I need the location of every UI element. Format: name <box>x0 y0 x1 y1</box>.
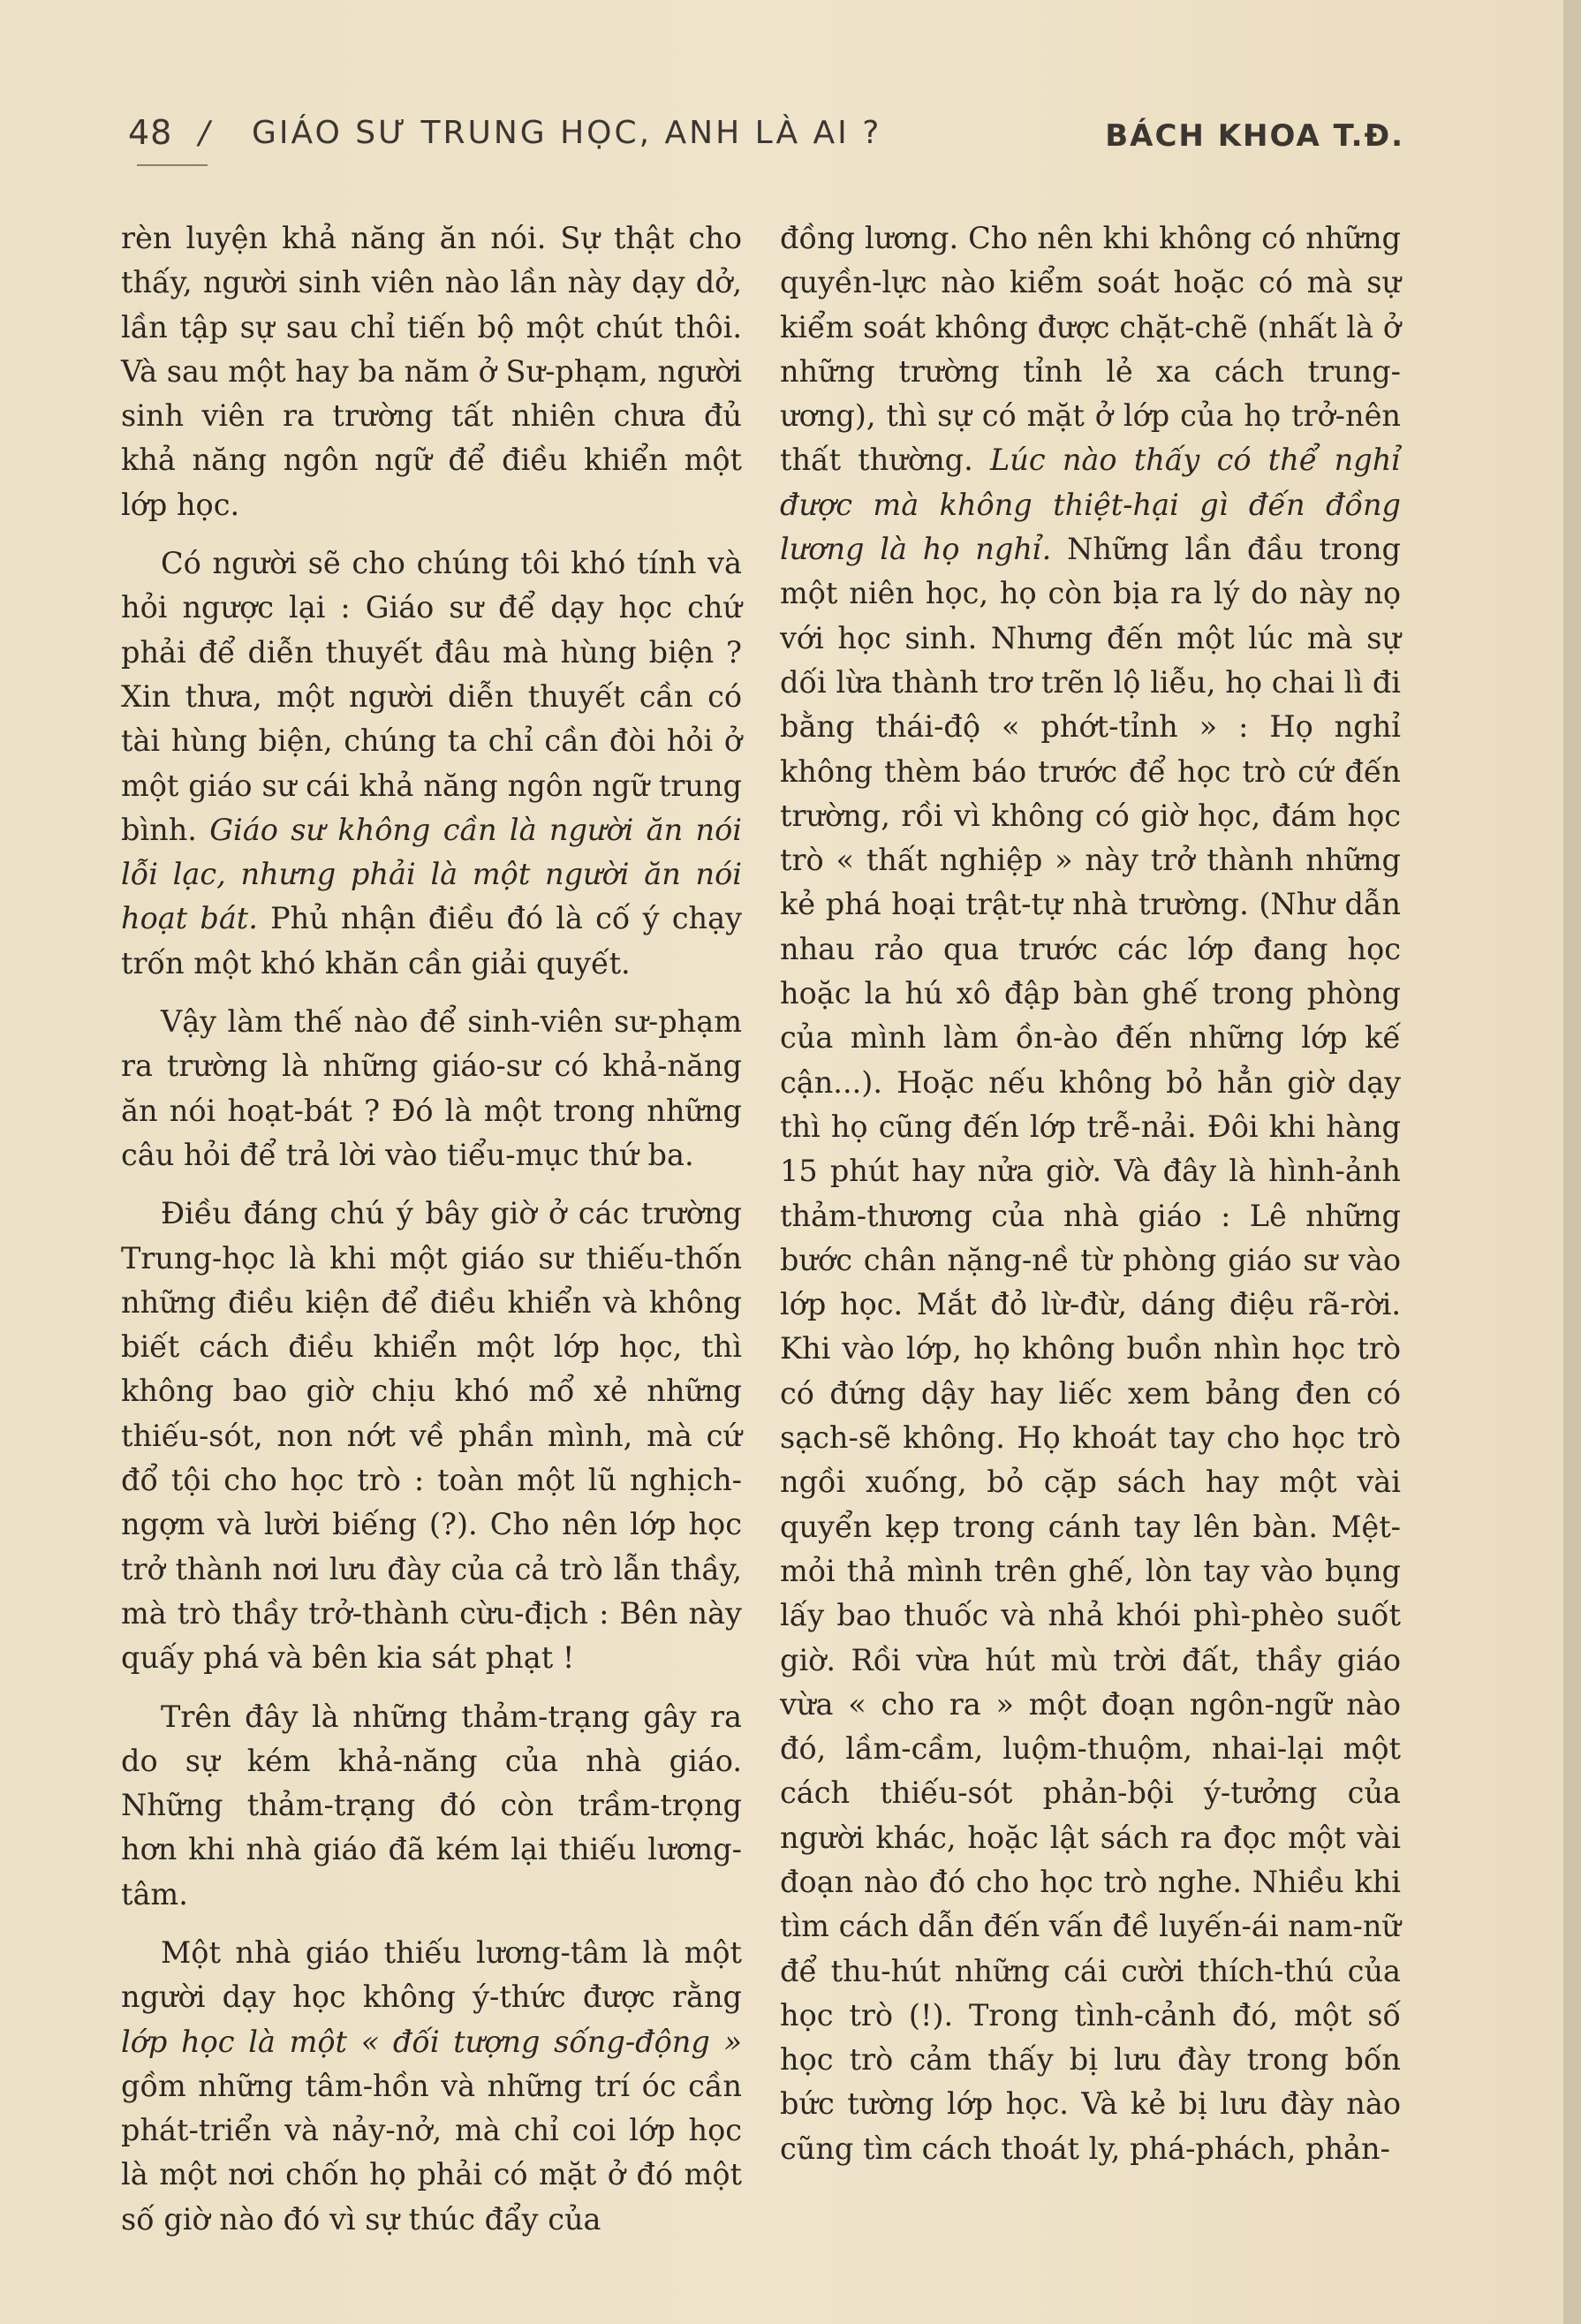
paragraph: rèn luyện khả năng ăn nói. Sự thật cho thấy, người sinh viên nào lần này dạy dở, lần tập sự sau chỉ tiến bộ một chút thôi. Và sau một hay ba năm ở Sư-phạm, người sinh viên ra trường tất nhiên chưa đủ khả năng ngôn ngữ để điều khiển một lớp học. <box>121 221 742 522</box>
paragraph <box>121 1931 742 2242</box>
italic-text: Lúc nào thấy có thể nghỉ được mà không thiệt-hại gì đến đồng lương là họ nghỉ. <box>780 443 1401 567</box>
page-edge <box>1563 0 1581 2324</box>
paragraph <box>780 216 1401 2171</box>
text-run: đồng lương. Cho nên khi không có những quyền-lực nào kiểm soát hoặc có mà sự kiểm soát không được chặt-chẽ (nhất là ở những trường tỉnh lẻ xa cách trung-ương), thì sự có mặt ở lớp của họ trở-nên thất thường. <box>780 221 1401 478</box>
series-name: BÁCH KHOA T.Đ. <box>1105 118 1404 154</box>
page-number: 48 <box>128 113 173 152</box>
text-run: Những lần đầu trong một niên học, họ còn bịa ra lý do này nọ với học sinh. Nhưng đến một lúc mà sự dối lừa thành trơ trẽn lộ liễu, họ chai lì đi bằng thái-độ « phớt-tỉnh » : Họ nghỉ không thèm báo trước để học trò cứ đến trường, rồi vì không có giờ học, đám học trò « thất nghiệp » này trở thành những kẻ phá hoại trật-tự nhà trường. (Như dẫn nhau rảo qua trước các lớp đang học hoặc la hú xô đập bàn ghế trong phòng của mình làm ồn-ào đến những lớp kế cận...). Hoặc nếu không bỏ hẳn giờ dạy thì họ cũng đến lớp trễ-nải. Đôi khi hàng 15 phút hay nửa giờ. Và đây là hình-ảnh thảm-thương của nhà giáo : Lê những bước chân nặng-nề từ phòng giáo sư vào lớp học. Mắt đỏ lừ-đừ, dáng điệu rã-rời. Khi vào lớp, họ không buồn nhìn học trò có đứng dậy hay liếc xem bảng đen có sạch-sẽ không. Họ khoát tay cho học trò ngồi xuống, bỏ cặp sách hay một vài quyển kẹp trong cánh tay lên bàn. Mệt-mỏi thả mình trên ghế, lòn tay vào bụng lấy bao thuốc và nhả khói phì-phèo suốt giờ. Rồi vừa hút mù trời đất, thầy giáo vừa « cho ra » một đoạn ngôn-ngữ nào đó, lầm-cầm, luộm-thuộm, nhai-lại một cách thiếu-sót phản-bội ý-tưởng của người khác, hoặc lật sách ra đọc một vài đoạn nào đó cho học trò nghe. Nhiều khi tìm cách dẫn đến vấn đề luyến-ái nam-nữ để thu-hút những cái cười thích-thú của học trò (!). Trong tình-cảnh đó, một số học trò cảm thấy bị lưu đày trong bốn bức tường lớp học. Và kẻ bị lưu đày nào cũng tìm cách thoát ly, phá-phách, phản- <box>780 532 1402 2166</box>
paragraph <box>121 541 742 986</box>
header-separator: / <box>199 115 210 151</box>
header-rule <box>137 164 208 166</box>
text-run: Phủ nhận điều đó là cố ý chạy trốn một khó khăn cần giải quyết. <box>121 901 742 980</box>
paragraph: Trên đây là những thảm-trạng gây ra do sự kém khả-năng của nhà giáo. Những thảm-trạng đó còn trầm-trọng hơn khi nhà giáo đã kém lại thiếu lương-tâm. <box>121 1699 742 1911</box>
right-column <box>780 216 1401 2171</box>
running-title: GIÁO SƯ TRUNG HỌC, ANH LÀ AI ? <box>252 115 882 151</box>
paragraph: Vậy làm thế nào để sinh-viên sư-phạm ra trường là những giáo-sư có khả-năng ăn nói hoạt-bát ? Đó là một trong những câu hỏi để trả lời vào tiểu-mục thứ ba. <box>121 1004 742 1172</box>
text-run: Có người sẽ cho chúng tôi khó tính và hỏi ngược lại : Giáo sư để dạy học chứ phải để diễn thuyết đâu mà hùng biện ? Xin thưa, một người diễn thuyết cần có tài hùng biện, chúng ta chỉ cần đòi hỏi ở một giáo sư cái khả năng ngôn ngữ trung bình. <box>121 546 742 847</box>
italic-text: Giáo sư không cần là người ăn nói lỗi lạc, nhưng phải là một người ăn nói hoạt bát. <box>121 812 742 936</box>
left-column <box>121 216 742 2242</box>
text-run: gồm những tâm-hồn và những trí óc cần phát-triển và nảy-nở, mà chỉ coi lớp học là một nơi chốn họ phải có mặt ở đó một số giờ nào đó vì sự thúc đẩy của <box>121 2068 742 2237</box>
italic-text: lớp học là một « đối tượng sống-động » <box>121 2024 742 2059</box>
page-header <box>128 113 1404 166</box>
text-run: Một nhà giáo thiếu lương-tâm là một người dạy học không ý-thức được rằng <box>121 1934 742 2015</box>
paragraph: Điều đáng chú ý bây giờ ở các trường Trung-học là khi một giáo sư thiếu-thốn những điều kiện để điều khiển và không biết cách điều khiển một lớp học, thì không bao giờ chịu khó mổ xẻ những thiếu-sót, non nớt về phần mình, mà cứ đổ tội cho học trò : toàn một lũ nghịch-ngợm và lười biếng (?). Cho nên lớp học trở thành nơi lưu đày của cả trò lẫn thầy, mà trò thầy trở-thành cừu-địch : Bên này quấy phá và bên kia sát phạt ! <box>121 1196 742 1676</box>
